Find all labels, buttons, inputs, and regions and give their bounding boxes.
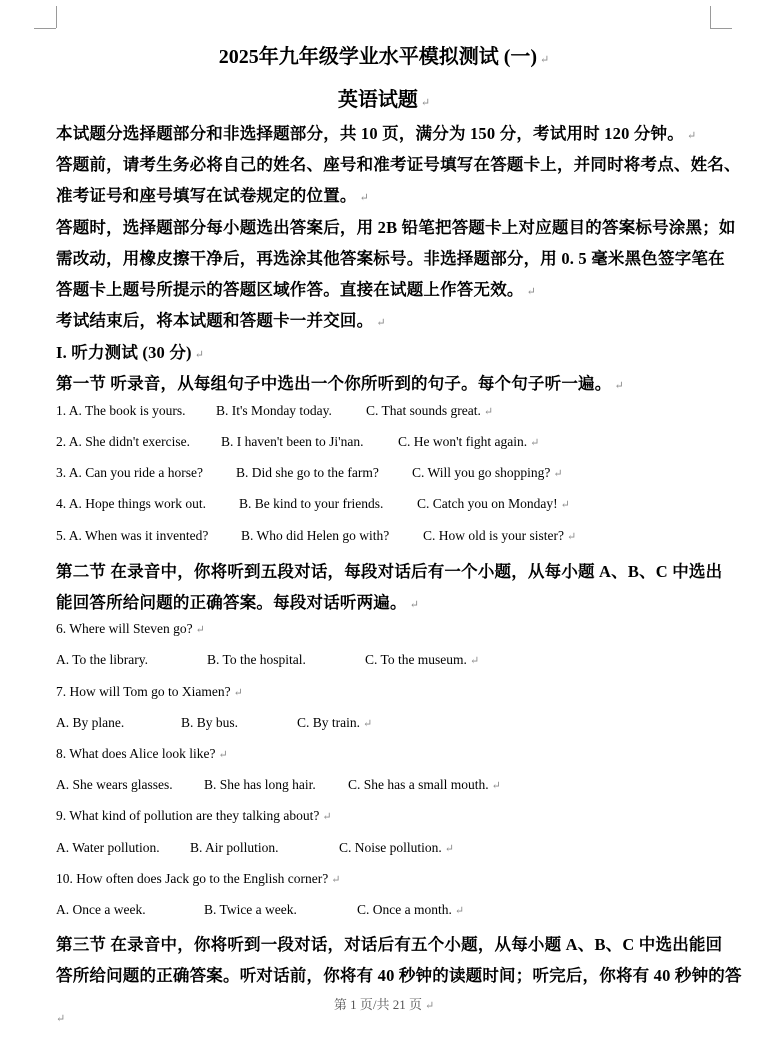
question-7: 7. How will Tom go to Xiamen? ↵: [56, 684, 243, 699]
question-9: 9. What kind of pollution are they talking about? ↵: [56, 808, 332, 823]
section-2-heading: 第二节 在录音中，你将听到五段对话，每段对话后有一个小题，从每小题 A、B、C 中选出: [56, 562, 723, 581]
instruction-line: 答题卡上题号所提示的答题区域作答。直接在试题上作答无效。 ↵: [56, 280, 537, 299]
question-6: 6. Where will Steven go? ↵: [56, 621, 205, 636]
section-2-heading: 能回答所给问题的正确答案。每段对话听两遍。 ↵: [56, 593, 420, 612]
instruction-line: 本试题分选择题部分和非选择题部分，共 10 页，满分为 150 分，考试用时 120 分钟。 ↵: [56, 124, 697, 143]
listening-item-2: 2. A. She didn't exercise. B. I haven't been to Ji'nan. C. He won't fight again. ↵: [56, 434, 540, 449]
question-10: 10. How often does Jack go to the English corner? ↵: [56, 871, 341, 886]
section-3-heading: 答所给问题的正确答案。听对话前，你将有 40 秒钟的读题时间；听完后，你将有 40 秒钟的答: [56, 966, 742, 985]
page-title: 2025年九年级学业水平模拟测试 (一) ↵: [218, 46, 550, 68]
part-heading: I. 听力测试 (30 分) ↵: [56, 343, 205, 362]
crop-mark-top-left-h: [34, 28, 56, 29]
listening-item-3: 3. A. Can you ride a horse? B. Did she go to the farm? C. Will you go shopping? ↵: [56, 465, 563, 480]
section-1-heading: 第一节 听录音，从每组句子中选出一个你所听到的句子。每个句子听一遍。 ↵: [56, 374, 624, 393]
question-8: 8. What does Alice look like? ↵: [56, 746, 228, 761]
question-10-options: A. Once a week. B. Twice a week. C. Once a month. ↵: [56, 902, 465, 917]
question-8-options: A. She wears glasses. B. She has long hair. C. She has a small mouth. ↵: [56, 777, 501, 792]
question-6-options: A. To the library. B. To the hospital. C. To the museum. ↵: [56, 652, 480, 667]
crop-mark-top-right-v: [710, 6, 711, 28]
section-3-heading: 第三节 在录音中，你将听到一段对话，对话后有五个小题，从每小题 A、B、C 中选出能回: [56, 935, 723, 954]
instruction-line: 准考证号和座号填写在试卷规定的位置。 ↵: [56, 186, 370, 205]
instruction-line: 答题时，选择题部分每小题选出答案后，用 2B 铅笔把答题卡上对应题目的答案标号涂黑；如: [56, 218, 736, 237]
crop-mark-top-left-v: [56, 6, 57, 28]
listening-item-4: 4. A. Hope things work out. B. Be kind to your friends. C. Catch you on Monday! ↵: [56, 496, 570, 511]
instruction-line: 需改动，用橡皮擦干净后，再选涂其他答案标号。非选择题部分，用 0. 5 毫米黑色签字笔在: [56, 249, 725, 268]
page-subtitle: 英语试题 ↵: [337, 89, 431, 111]
page-footer: 第 1 页/共 21 页 ↵: [333, 997, 435, 1012]
crop-mark-top-right-h: [710, 28, 732, 29]
instruction-line: 答题前，请考生务必将自己的姓名、座号和准考证号填写在答题卡上，并同时将考点、姓名、: [56, 155, 741, 174]
listening-item-1: 1. A. The book is yours. B. It's Monday today. C. That sounds great. ↵: [56, 403, 494, 418]
question-9-options: A. Water pollution. B. Air pollution. C. Noise pollution. ↵: [56, 840, 454, 855]
instruction-line: 考试结束后，将本试题和答题卡一并交回。 ↵: [56, 311, 386, 330]
question-7-options: A. By plane. B. By bus. C. By train. ↵: [56, 715, 373, 730]
listening-item-5: 5. A. When was it invented? B. Who did Helen go with? C. How old is your sister? ↵: [56, 528, 577, 543]
paragraph-mark: ↵: [56, 1013, 66, 1025]
